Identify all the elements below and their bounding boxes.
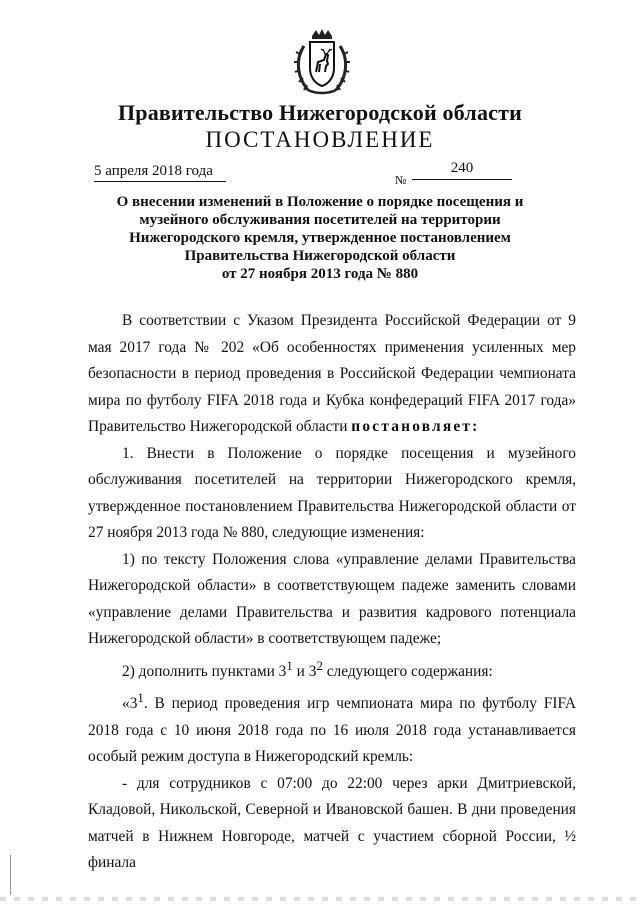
heading-line: музейного обслуживания посетителей на территории <box>139 212 501 228</box>
document-type: ПОСТАНОВЛЕНИЕ <box>205 127 435 152</box>
resolves-word: постановляет: <box>351 418 480 435</box>
paragraph-item-1: 1. Внести в Положение о порядке посещения и музейного обслуживания посетителей на территории Нижегородского кремля, утвержденное постановлением Правительства Нижегородской области от 27 ноября 2013 года № 880, следующие изменения: <box>88 444 576 541</box>
paragraph-clause-3-1 <box>88 685 576 771</box>
coat-of-arms-icon <box>290 28 354 96</box>
number-label: № <box>395 173 407 187</box>
scan-footer-marks <box>0 897 640 901</box>
superscript: 1 <box>137 691 144 706</box>
text-run: 2) дополнить пунктами 3 <box>122 662 287 680</box>
text-run: . В период проведения игр чемпионата мира по футболу FIFA 2018 года с 10 июня 2018 года по 16 июля 2018 года устанавливается особый режим доступа в Нижегородский кремль: <box>88 695 576 766</box>
text-run: следующего содержания: <box>322 662 493 680</box>
scan-margin-mark <box>10 855 11 895</box>
preamble-text: В соответствии с Указом Президента Российской Федерации от 9 мая 2017 года № 202 «Об особенностях применения усиленных мер безопасности в период проведения в Российской Федерации чемпионата мира по футболу FIFA 2018 года и Кубка конфедераций FIFA 2017 года» Правительство Нижегородской области <box>88 312 576 435</box>
document-date: 5 апреля 2018 года <box>94 163 226 182</box>
paragraph-preamble <box>88 308 576 441</box>
government-title: Правительство Нижегородской области <box>117 100 522 125</box>
paragraph-access-rules: - для сотрудников с 07:00 до 22:00 через арки Дмитриевской, Кладовой, Никольской, Северной и Ивановской башен. В дни проведения матчей в Нижнем Новгороде, матчей с участием сборной России, ½ финала <box>88 774 576 872</box>
paragraph-subitem-1: 1) по тексту Положения слова «управление делами Правительства Нижегородской области» в соответствующем падеже заменить словами «управление делами Правительства и развития кадрового потенциала Нижегородской области» в соответствующем падеже; <box>88 550 576 647</box>
text-run: «3 <box>122 695 138 713</box>
document-number: 240 <box>412 160 512 180</box>
heading-line: Правительства Нижегородской области <box>184 248 456 264</box>
paragraph-subitem-2 <box>88 653 576 686</box>
superscript: 2 <box>316 658 323 673</box>
heading-line: Нижегородского кремля, утвержденное постановлением <box>129 230 511 246</box>
document-body <box>88 308 576 877</box>
text-run: и 3 <box>292 662 317 680</box>
heading-line: О внесении изменений в Положение о порядке посещения и <box>116 194 524 210</box>
heading-line: от 27 ноября 2013 года № 880 <box>221 266 419 282</box>
superscript: 1 <box>286 658 293 673</box>
document-heading <box>80 193 560 283</box>
